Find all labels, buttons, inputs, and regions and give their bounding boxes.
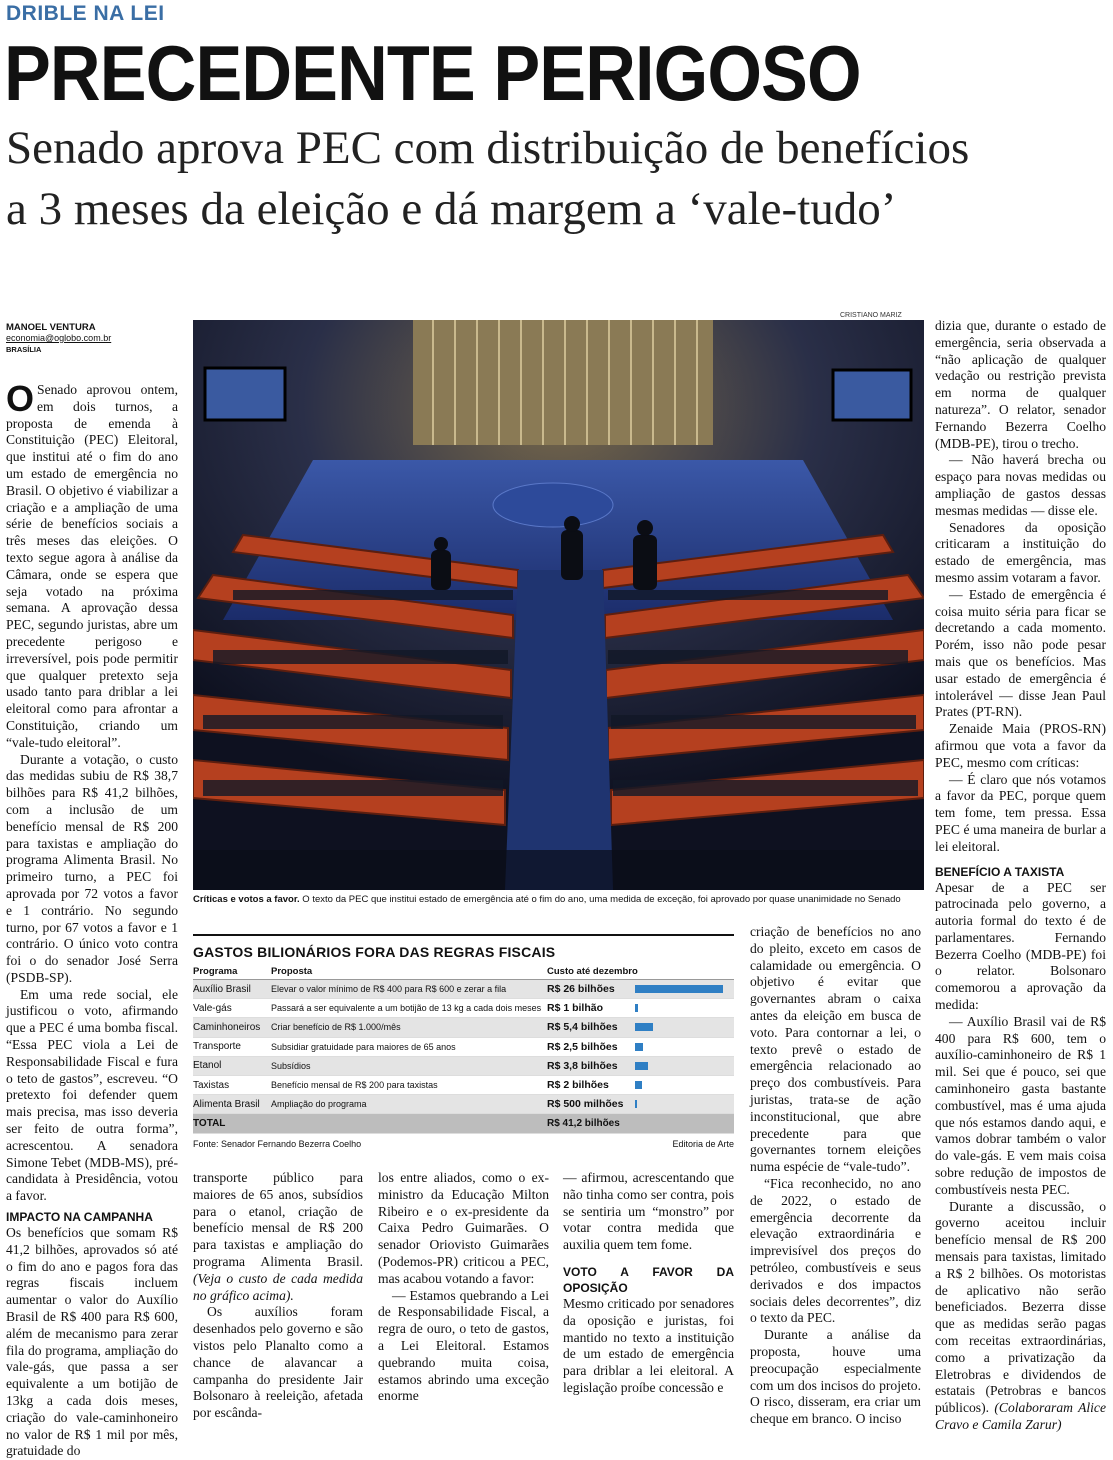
subhead-taxista: BENEFÍCIO A TAXISTA — [935, 864, 1065, 879]
paragraph: Os benefícios que somam R$ 41,2 bilhões, aprovados só até o fim do ano e pagos fora das regras fiscais incluem aumentar o valor do Auxílio Brasil de R$ 400 para R$ 600, além de mecanismo para zerar fila do programa, ampliação do vale-gás, que passa a ser equivalente a um botijão de 13kg a cada dois meses, criação do vale-caminhoneiro no valor de R$ 1 mil por mês, gratuidade do — [6, 1225, 178, 1459]
paragraph: Os auxílios foram desenhados pelo governo e são vistos pelo Planalto como a chance de alavancar a campanha do presidente Jair Bolsonaro à reeleição, afetada por escânda- — [193, 1304, 363, 1421]
cell-proposta: Benefício mensal de R$ 200 para taxistas — [271, 1075, 547, 1094]
table-row — [193, 1095, 734, 1114]
paragraph: — Não haverá brecha ou espaço para novas medidas ou ampliação de gastos dessas mesmas medidas — disse ele. — [935, 452, 1106, 518]
column-1 — [6, 378, 178, 1460]
cell-bar — [635, 980, 734, 999]
table-row — [193, 1037, 734, 1056]
table-row — [193, 1075, 734, 1094]
gastos-table — [193, 964, 734, 1134]
cell-custo: R$ 2,5 bilhões — [547, 1037, 635, 1056]
total-value: R$ 41,2 bilhões — [547, 1114, 734, 1133]
paragraph: Zenaide Maia (PROS-RN) afirmou que vota a favor da PEC, mesmo com críticas: — [935, 721, 1106, 770]
cost-bar — [635, 1062, 648, 1070]
paragraph: — Estamos quebrando a Lei de Responsabilidade Fiscal, a regra de ouro, o teto de gastos, a Lei Eleitoral. Estamos quebrando muita coisa, estamos abrindo uma exceção enorme — [378, 1287, 549, 1404]
cost-bar — [635, 1081, 642, 1089]
paragraph: “Fica reconhecido, no ano de 2022, o estado de emergência decorrente da elevação extraordinária e imprevisível dos preços do petróleo, combustíveis e seus derivados e dos impactos sociais deles decorrentes”, diz o texto da PEC. — [750, 1175, 921, 1326]
column-5 — [750, 924, 921, 1428]
headline: PRECEDENTE PERIGOSO — [4, 29, 861, 117]
header-proposta: Proposta — [271, 964, 547, 980]
photo-caption: Críticas e votos a favor. O texto da PEC que institui estado de emergência até o fim do ano, uma medida de exceção, foi aprovado por quase unanimidade no Senado — [193, 894, 901, 905]
total-label: TOTAL — [193, 1114, 271, 1133]
table-title: GASTOS BILIONÁRIOS FORA DAS REGRAS FISCAIS — [193, 944, 556, 960]
table-row — [193, 1018, 734, 1037]
column-3 — [378, 1170, 549, 1405]
paragraph: Apesar de a PEC ser patrocinada pelo governo, a autoria formal do texto é de parlamentares. Fernando Bezerra Coelho (MDB-PE) foi o relator. Bolsonaro comemorou a aprovação da medida: — [935, 879, 1106, 1013]
cell-proposta: Passará a ser equivalente a um botijão de 13 kg a cada dois meses — [271, 999, 547, 1018]
paragraph: transporte público para maiores de 65 anos, subsídios para o etanol, criação de benefício mensal de R$ 200 para taxistas e ampliação do programa Alimenta Brasil. (Veja o custo de cada medida no gráfico acima). — [193, 1170, 363, 1303]
paragraph: criação de benefícios no ano do pleito, exceto em casos de calamidade ou emergência. O objetivo é evitar que governantes abram o caixa antes da eleição em busca de voto. Para contornar a lei, o texto prevê o estado de emergência relacionado ao preço dos combustíveis. Para juristas, trata-se de ação inconstitucional, que abre precedente para que governantes tornem eleições numa espécie de “vale-tudo”. — [750, 924, 921, 1175]
paragraph: Senadores da oposição criticaram a instituição do estado de emergência, mas mesmo assim votaram a favor. — [935, 519, 1106, 585]
cell-proposta: Subsídios — [271, 1056, 547, 1075]
deck-line-1: Senado aprova PEC com distribuição de benefícios — [6, 122, 970, 174]
table-total-row — [193, 1114, 734, 1133]
kicker: DRIBLE NA LEI — [6, 2, 165, 25]
cell-programa: Vale-gás — [193, 999, 271, 1018]
subhead-impacto: IMPACTO NA CAMPANHA — [6, 1210, 153, 1225]
senate-chamber-photo — [193, 320, 924, 890]
paragraph: Em uma rede social, ele justificou o voto, afirmando que a PEC é uma bomba fiscal. “Essa PEC viola a Lei de Responsabilidade Fiscal e fura o teto de gastos”, escreveu. “O pretexto foi defender quem mais precisa, mas isso deveria ser feito de outra forma”, acrescentou. A senadora Simone Tebet (MDB-MS), pré-candidata à Presidência, votou a favor. — [6, 986, 178, 1204]
table-credit: Editoria de Arte — [672, 1138, 734, 1149]
cell-bar — [635, 1095, 734, 1114]
deck — [6, 118, 1106, 240]
cell-custo: R$ 26 bilhões — [547, 980, 635, 999]
cell-proposta: Ampliação do programa — [271, 1095, 547, 1114]
cell-custo: R$ 500 milhões — [547, 1095, 635, 1114]
cell-programa: Transporte — [193, 1037, 271, 1056]
deck-line-2: a 3 meses da eleição e dá margem a ‘vale-tudo’ — [6, 183, 897, 235]
cell-bar — [635, 1056, 734, 1075]
cell-bar — [635, 1018, 734, 1037]
column-6 — [935, 318, 1106, 1434]
cost-bar — [635, 1004, 638, 1012]
gastos-table-box — [193, 934, 734, 1158]
senate-photo-illustration — [193, 320, 924, 890]
table-row — [193, 980, 734, 999]
table-header — [193, 964, 734, 980]
table-row — [193, 1056, 734, 1075]
paragraph: — afirmou, acrescentando que não tinha como ser contra, pois se sentiria um “monstro” por votar contra medida que auxilia quem tem fome. — [563, 1170, 734, 1253]
paragraph: Durante a análise da proposta, houve uma preocupação especialmente com um dos incisos do projeto. O risco, disseram, era criar um cheque em branco. O inciso — [750, 1327, 921, 1427]
cell-custo: R$ 3,8 bilhões — [547, 1056, 635, 1075]
total-spacer — [271, 1114, 547, 1133]
table-source: Fonte: Senador Fernando Bezerra Coelho — [193, 1138, 362, 1149]
paragraph: Durante a votação, o custo das medidas subiu de R$ 38,7 bilhões para R$ 41,2 bilhões, com a inclusão de um benefício mensal de R$ 200 para taxistas e ampliação do programa Alimenta Brasil. No primeiro turno, a PEC foi aprovada por 72 votos a favor e 1 contrário. No segundo turno, por 67 votos a favor e 1 contrário. O único voto contra foi o do senador José Serra (PSDB-SP). — [6, 751, 178, 985]
cell-proposta: Criar benefício de R$ 1.000/mês — [271, 1018, 547, 1037]
paragraph: los entre aliados, como o ex-ministro da Educação Milton Ribeiro e o ex-presidente da Caixa Pedro Guimarães. O senador Oriovisto Guimarães (Podemos-PR) criticou a PEC, mas acabou votando a favor: — [378, 1170, 549, 1286]
paragraph: dizia que, durante o estado de emergência, seria observada a “não aplicação de qualquer vedação ou restrição prevista em norma de qualquer natureza”. O relator, senador Fernando Bezerra Coelho (MDB-PE), tirou o trecho. — [935, 318, 1106, 451]
author-name: MANOEL VENTURA — [6, 322, 96, 333]
dateline: BRASÍLIA — [6, 345, 42, 354]
cost-bar — [635, 1100, 637, 1108]
cell-programa: Alimenta Brasil — [193, 1095, 271, 1114]
header-programa: Programa — [193, 964, 271, 980]
table-footer — [193, 1139, 734, 1149]
cost-bar — [635, 985, 723, 993]
subhead-oposicao: VOTO A FAVOR DA OPOSIÇÃO — [563, 1264, 734, 1295]
cell-programa: Etanol — [193, 1056, 271, 1075]
column-4 — [563, 1170, 734, 1397]
paragraph: Mesmo criticado por senadores da oposição e juristas, foi mantido no texto a instituição de um estado de emergência para driblar a lei eleitoral. A legislação proíbe concessão e — [563, 1295, 734, 1395]
cost-bar — [635, 1023, 653, 1031]
cell-programa: Caminhoneiros — [193, 1018, 271, 1037]
paragraph: — É claro que nós votamos a favor da PEC, porque quem tem fome, tem pressa. Essa PEC é uma maneira de burlar a lei eleitoral. — [935, 771, 1106, 854]
column-2 — [193, 1170, 363, 1422]
photo-credit: CRISTIANO MARIZ — [840, 312, 902, 319]
paragraph: — Auxílio Brasil vai de R$ 400 para R$ 600, tem o auxílio-caminhoneiro de R$ 1 mil. Sei que é pouco, sei que caminhoneiro gasta bastante combustível, mas é uma ajuda que nós estamos dando aqui, e vamos dobrar também o valor do vale-gás. E vem mais coisa sobre redução de impostos de combustíveis nesta PEC. — [935, 1013, 1106, 1197]
table-row — [193, 999, 734, 1018]
cell-programa: Auxílio Brasil — [193, 980, 271, 999]
cell-proposta: Subsidiar gratuidade para maiores de 65 anos — [271, 1037, 547, 1056]
paragraph: Durante a discussão, o governo aceitou incluir benefício mensal de R$ 200 mensais para taxistas, limitado a R$ 2 bilhões. Os motoristas de aplicativo não serão beneficiados. Bezerra disse que as medidas serão pagas com receitas extraordinárias, como a privatização da Eletrobras e dividendos de estatais (Petrobras e bancos públicos). (Colaboraram Alice Cravo e Camila Zarur) — [935, 1198, 1106, 1432]
paragraph: — Estado de emergência é coisa muito séria para ficar se decretando a cada momento. Porém, isso não pode pesar mais que os benefícios. Mas usar estado de emergência é intolerável — disse Jean Paul Prates (PT-RN). — [935, 586, 1106, 720]
cell-custo: R$ 5,4 bilhões — [547, 1018, 635, 1037]
paragraph: O Senado aprovou ontem, em dois turnos, a proposta de emenda à Constituição (PEC) Eleitoral, que institui até o fim do ano um estado de emergência no Brasil. O objetivo é viabilizar a criação e a ampliação de uma série de benefícios sociais a três meses das eleições. O texto segue agora à análise da Câmara, onde se espera que seja votado na próxima semana. A aprovação dessa PEC, segundo juristas, abre um precedente perigoso e irreversível, pois pode permitir que qualquer pretexto seja usado tanto para driblar a lei eleitoral como para afrontar a Constituição, criando um “vale-tudo eleitoral”. — [6, 378, 178, 750]
author-email[interactable]: economia@oglobo.com.br — [6, 333, 112, 343]
cost-bar — [635, 1043, 643, 1051]
cell-bar — [635, 1037, 734, 1056]
byline — [6, 322, 111, 355]
cell-custo: R$ 1 bilhão — [547, 999, 635, 1018]
cell-proposta: Elevar o valor mínimo de R$ 400 para R$ 600 e zerar a fila — [271, 980, 547, 999]
cell-custo: R$ 2 bilhões — [547, 1075, 635, 1094]
cell-bar — [635, 999, 734, 1018]
cell-programa: Taxistas — [193, 1075, 271, 1094]
header-custo: Custo até dezembro — [547, 964, 734, 980]
cell-bar — [635, 1075, 734, 1094]
dropcap: O — [6, 378, 35, 419]
